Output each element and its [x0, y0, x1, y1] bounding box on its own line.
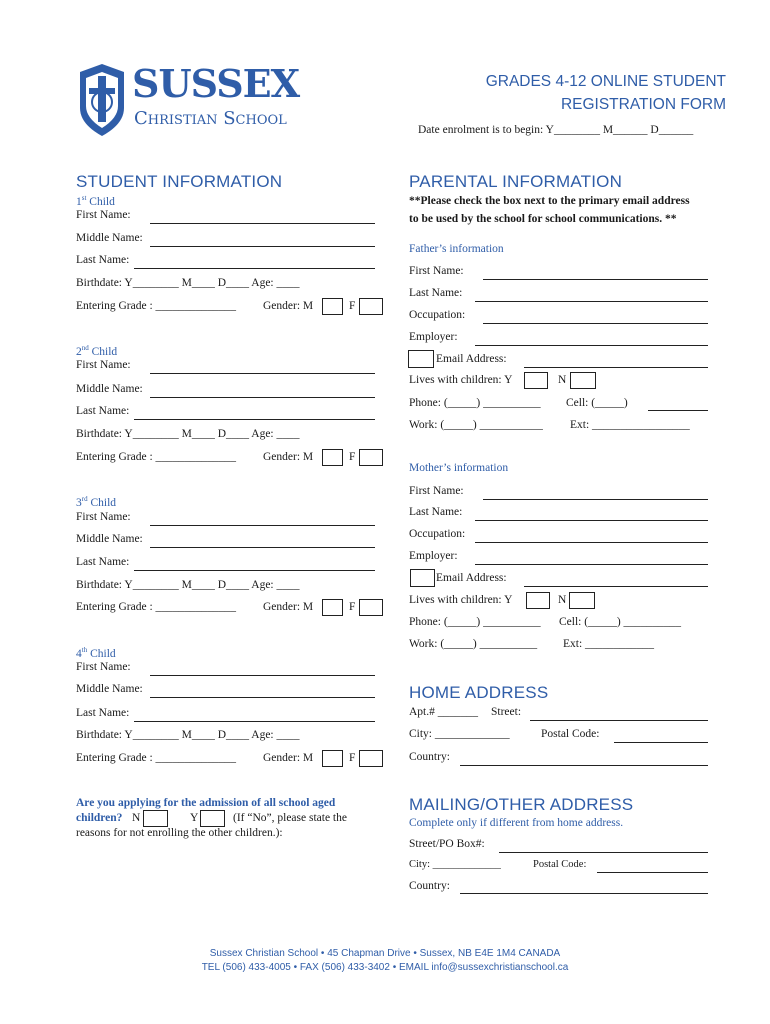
father-ext[interactable]: Ext: _________________ [570, 419, 690, 431]
child-4-gender-f-label: F [349, 752, 356, 764]
child-3-gender-f-checkbox[interactable] [359, 599, 383, 616]
child-4-birthdate[interactable]: Birthdate: Y________ M____ D____ Age: ____ [76, 729, 300, 741]
child-3-gender-label: Gender: M [263, 601, 314, 613]
child-2-entering-grade[interactable]: Entering Grade : ______________ [76, 451, 237, 463]
child-3-first-name-field[interactable] [150, 525, 375, 526]
enrolment-date[interactable]: Date enrolment is to begin: Y________ M______ D______ [418, 124, 694, 136]
home-postal-field[interactable] [614, 742, 708, 743]
child-2-last-name-label: Last Name: [76, 405, 130, 417]
child-3-heading: 3rd Child [76, 495, 117, 509]
father-lives-y-checkbox[interactable] [524, 372, 548, 389]
shield-emblem-icon [76, 62, 128, 138]
mother-lives-n-label: N [558, 594, 567, 606]
mother-lives-with-label: Lives with children: Y [409, 594, 513, 606]
mother-phone[interactable]: Phone: (_____) __________ [409, 616, 541, 628]
child-4-entering-grade[interactable]: Entering Grade : ______________ [76, 752, 237, 764]
child-2-middle-name-label: Middle Name: [76, 383, 143, 395]
mother-email-field[interactable] [524, 586, 708, 587]
child-3-last-name-field[interactable] [134, 570, 375, 571]
father-last-name-field[interactable] [475, 301, 708, 302]
father-lives-n-checkbox[interactable] [570, 372, 596, 389]
mother-first-name-label: First Name: [409, 485, 464, 497]
form-title-line1: GRADES 4-12 ONLINE STUDENT [485, 73, 726, 90]
child-1-last-name-label: Last Name: [76, 254, 130, 266]
father-phone[interactable]: Phone: (_____) __________ [409, 397, 541, 409]
home-street-label: Street: [491, 706, 522, 718]
mother-ext[interactable]: Ext: ____________ [563, 638, 655, 650]
footer-contact: TEL (506) 433-4005 • FAX (506) 433-3402 • EMAIL info@sussexchristianschool.ca [201, 962, 569, 973]
child-2-middle-name-field[interactable] [150, 397, 375, 398]
student-info-heading: STUDENT INFORMATION [76, 172, 283, 191]
child-3-first-name-label: First Name: [76, 511, 131, 523]
child-4-middle-name-label: Middle Name: [76, 683, 143, 695]
child-1-gender-f-label: F [349, 300, 356, 312]
parental-note-line2: to be used by the school for school communications. ** [409, 213, 677, 225]
child-2-heading: 2nd Child [76, 344, 118, 358]
mother-lives-n-checkbox[interactable] [569, 592, 595, 609]
home-country-label: Country: [409, 751, 450, 763]
child-2-gender-f-checkbox[interactable] [359, 449, 383, 466]
father-email-field[interactable] [524, 367, 708, 368]
question-if-no: (If “No”, please state the [233, 812, 347, 824]
footer-address: Sussex Christian School • 45 Chapman Drive • Sussex, NB E4E 1M4 CANADA [209, 948, 561, 959]
father-cell-field[interactable] [648, 410, 708, 411]
mailing-country-label: Country: [409, 880, 450, 892]
father-lives-with-label: Lives with children: Y [409, 374, 513, 386]
home-postal-label: Postal Code: [541, 728, 600, 740]
child-3-gender-m-checkbox[interactable] [322, 599, 343, 616]
father-last-name-label: Last Name: [409, 287, 463, 299]
form-title-line2: REGISTRATION FORM [560, 96, 726, 113]
mother-employer-label: Employer: [409, 550, 458, 562]
home-city[interactable]: City: _____________ [409, 728, 510, 740]
question-y-checkbox[interactable] [200, 810, 225, 827]
father-primary-email-checkbox[interactable] [408, 350, 434, 368]
father-occupation-label: Occupation: [409, 309, 466, 321]
question-n-label: N [132, 812, 141, 824]
father-cell[interactable]: Cell: (_____) [566, 397, 628, 409]
mother-cell[interactable]: Cell: (_____) __________ [559, 616, 682, 628]
mailing-address-heading: MAILING/OTHER ADDRESS [409, 795, 634, 814]
mother-work[interactable]: Work: (_____) __________ [409, 638, 538, 650]
father-first-name-label: First Name: [409, 265, 464, 277]
father-email-label: Email Address: [436, 353, 507, 365]
form-title [396, 70, 726, 116]
mother-last-name-label: Last Name: [409, 506, 463, 518]
question-children-label: children? [76, 812, 123, 824]
child-3-birthdate[interactable]: Birthdate: Y________ M____ D____ Age: ____ [76, 579, 300, 591]
mailing-note: Complete only if different from home address. [409, 817, 624, 829]
mother-employer-field[interactable] [475, 564, 708, 565]
logo-subtitle: Christian School [134, 108, 287, 129]
child-4-heading: 4th Child [76, 646, 116, 660]
child-1-middle-name-field[interactable] [150, 246, 375, 247]
home-street-field[interactable] [530, 720, 708, 721]
child-1-first-name-label: First Name: [76, 209, 131, 221]
father-occupation-field[interactable] [483, 323, 708, 324]
mother-occupation-field[interactable] [475, 542, 708, 543]
father-employer-label: Employer: [409, 331, 458, 343]
child-2-first-name-field[interactable] [150, 373, 375, 374]
child-4-gender-label: Gender: M [263, 752, 314, 764]
child-4-last-name-field[interactable] [134, 721, 375, 722]
child-3-last-name-label: Last Name: [76, 556, 130, 568]
mother-last-name-field[interactable] [475, 520, 708, 521]
mailing-po-label: Street/PO Box#: [409, 838, 485, 850]
child-4-gender-f-checkbox[interactable] [359, 750, 383, 767]
question-y-label: Y [190, 812, 199, 824]
child-1-gender-label: Gender: M [263, 300, 314, 312]
question-reasons: reasons for not enrolling the other children.): [76, 827, 283, 839]
child-1-middle-name-label: Middle Name: [76, 232, 143, 244]
mother-occupation-label: Occupation: [409, 528, 466, 540]
child-4-gender-m-checkbox[interactable] [322, 750, 343, 767]
child-2-gender-m-checkbox[interactable] [322, 449, 343, 466]
parental-info-heading: PARENTAL INFORMATION [409, 172, 623, 191]
all-children-question: Are you applying for the admission of all school aged [76, 797, 336, 809]
child-1-entering-grade[interactable]: Entering Grade : ______________ [76, 300, 237, 312]
child-1-birthdate[interactable]: Birthdate: Y________ M____ D____ Age: ____ [76, 277, 300, 289]
child-3-middle-name-field[interactable] [150, 547, 375, 548]
home-country-field[interactable] [460, 765, 708, 766]
mailing-country-field[interactable] [460, 893, 708, 894]
child-2-gender-label: Gender: M [263, 451, 314, 463]
logo-name: SUSSEX [132, 61, 300, 106]
father-lives-n-label: N [558, 374, 567, 386]
school-logo [76, 62, 301, 138]
parental-note-line1: **Please check the box next to the primary email address [409, 195, 690, 207]
child-1-last-name-field[interactable] [134, 268, 375, 269]
mother-first-name-field[interactable] [483, 499, 708, 500]
child-4-first-name-label: First Name: [76, 661, 131, 673]
mother-email-label: Email Address: [436, 572, 507, 584]
child-2-gender-f-label: F [349, 451, 356, 463]
child-1-gender-f-checkbox[interactable] [359, 298, 383, 315]
mother-info-heading: Mother’s information [409, 462, 509, 474]
father-info-heading: Father’s information [409, 243, 504, 255]
child-4-last-name-label: Last Name: [76, 707, 130, 719]
mailing-city[interactable]: City: _____________ [409, 859, 501, 870]
mailing-po-field[interactable] [499, 852, 708, 853]
child-1-gender-m-checkbox[interactable] [322, 298, 343, 315]
father-first-name-field[interactable] [483, 279, 708, 280]
mother-lives-y-checkbox[interactable] [526, 592, 550, 609]
father-employer-field[interactable] [475, 345, 708, 346]
child-4-first-name-field[interactable] [150, 675, 375, 676]
father-work[interactable]: Work: (_____) ___________ [409, 419, 543, 431]
child-2-first-name-label: First Name: [76, 359, 131, 371]
home-address-heading: HOME ADDRESS [409, 683, 549, 702]
mother-primary-email-checkbox[interactable] [410, 569, 435, 587]
child-3-entering-grade[interactable]: Entering Grade : ______________ [76, 601, 237, 613]
home-apt[interactable]: Apt.# _______ [409, 706, 478, 718]
child-1-heading: 1st Child [76, 194, 115, 208]
child-3-gender-f-label: F [349, 601, 356, 613]
question-n-checkbox[interactable] [143, 810, 168, 827]
child-1-first-name-field[interactable] [150, 223, 375, 224]
mailing-postal-field[interactable] [597, 872, 708, 873]
child-2-birthdate[interactable]: Birthdate: Y________ M____ D____ Age: ____ [76, 428, 300, 440]
child-4-middle-name-field[interactable] [150, 697, 375, 698]
mailing-postal-label: Postal Code: [533, 859, 587, 870]
child-3-middle-name-label: Middle Name: [76, 533, 143, 545]
child-2-last-name-field[interactable] [134, 419, 375, 420]
